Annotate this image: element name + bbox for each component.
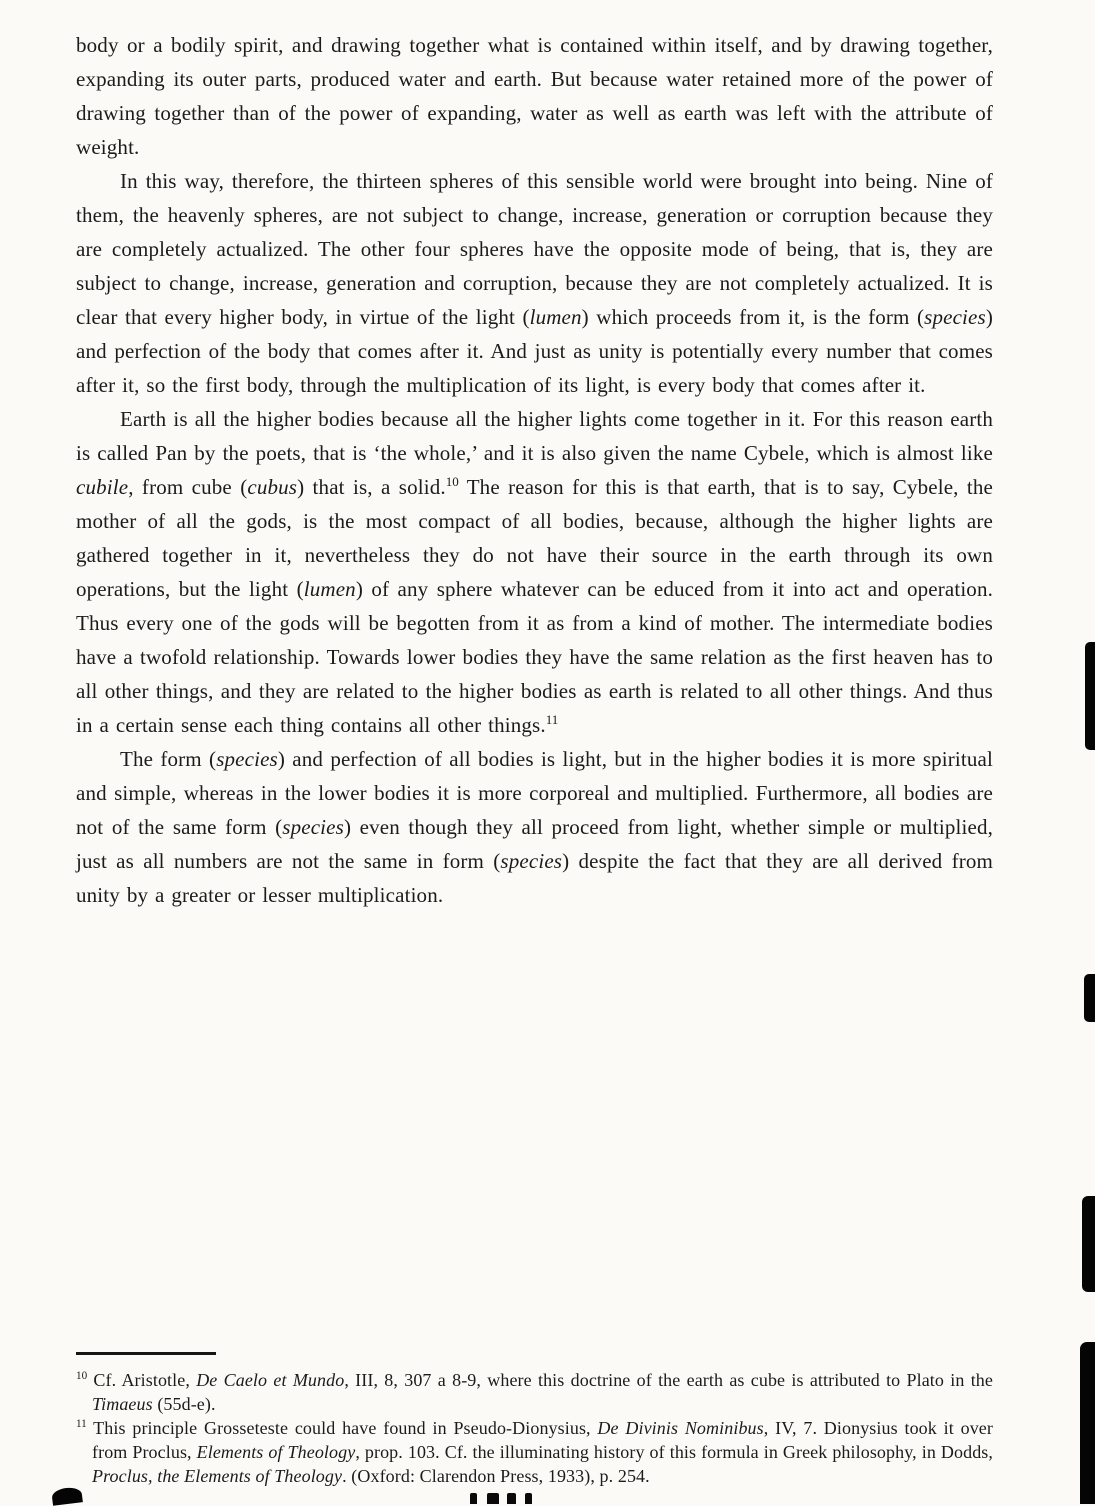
scan-artifact-right-edge-1 [1085,642,1095,750]
cropped-page-number-mark [525,1493,532,1504]
paragraph-thirteen-spheres: In this way, therefore, the thirteen spheres of this sensible world were brought into being. Nine of them, the heavenly spheres, are not subject to change, increase, generation or corruption because they are completely actualized. The other four spheres have the opposite mode of being, that is, they are subject to change, increase, generation and corruption, because they are not completely actualized. It is clear that every higher body, in virtue of the light (lumen) which proceeds from it, is the form (species) and perfection of the body that comes after it. And just as unity is potentially every number that comes after it, so the first body, through the multiplication of its light, is every body that comes after it. [76,169,993,397]
scan-artifact-right-edge-3 [1082,1196,1095,1292]
body-text-block [76,28,993,912]
cropped-page-number-mark [507,1493,516,1504]
footnote-11: $^{11}$ This principle Grosseteste could have found in Pseudo-Dionysius, De Divinis Nominibus, IV, 7. Dionysius took it over from Proclus, Elements of Theology, prop. 103. Cf. the illuminating history of this formula in Greek philosophy, in Dodds, Proclus, the Elements of Theology. (Oxford: Clarendon Press, 1933), p. 254. [76,1418,993,1486]
paragraph-earth-cybele: Earth is all the higher bodies because all the higher lights come together in it. For this reason earth is called Pan by the poets, that is ‘the whole,’ and it is also given the name Cybele, which is almost like cubile, from cube (cubus) that is, a solid.$^{10}$ The reason for this is that earth, that is to say, Cybele, the mother of all the gods, is the most compact of all bodies, because, although the higher lights are gathered together in it, nevertheless they do not have their source in the earth through its own operations, but the light (lumen) of any sphere whatever can be educed from it into act and operation. Thus every one of the gods will be begotten from it as from a kind of mother. The intermediate bodies have a twofold relationship. Towards lower bodies they have the same relation as the first heaven has to all other things, and they are related to the higher bodies as earth is related to all other things. And thus in a certain sense each thing contains all other things.$^{11}$ [76,407,993,737]
cropped-page-number-mark [487,1493,499,1504]
footnote-area [76,1352,993,1494]
scan-artifact-right-edge-4 [1080,1342,1095,1504]
paragraph-form-species: The form (species) and perfection of all bodies is light, but in the higher bodies it is more spiritual and simple, whereas in the lower bodies it is more corporeal and multiplied. Furthermore, all bodies are not of the same form (species) even though they all proceed from light, whether simple or multiplied, just as all numbers are not the same in form (species) despite the fact that they are all derived from unity by a greater or lesser multiplication. [76,747,993,907]
scan-artifact-right-edge-2 [1084,974,1095,1022]
cropped-page-number-mark [470,1493,477,1504]
footnote-separator-rule [76,1352,216,1355]
footnote-10: $^{10}$ Cf. Aristotle, De Caelo et Mundo, III, 8, 307 a 8-9, where this doctrine of the earth as cube is attributed to Plato in the Timaeus (55d-e). [76,1370,993,1414]
paragraph-continuation: body or a bodily spirit, and drawing together what is contained within itself, and by drawing together, expanding its outer parts, produced water and earth. But because water retained more of the power of drawing together than of the power of expanding, water as well as earth was left with the attribute of weight. [76,33,993,159]
footnotes-block [76,1368,993,1488]
